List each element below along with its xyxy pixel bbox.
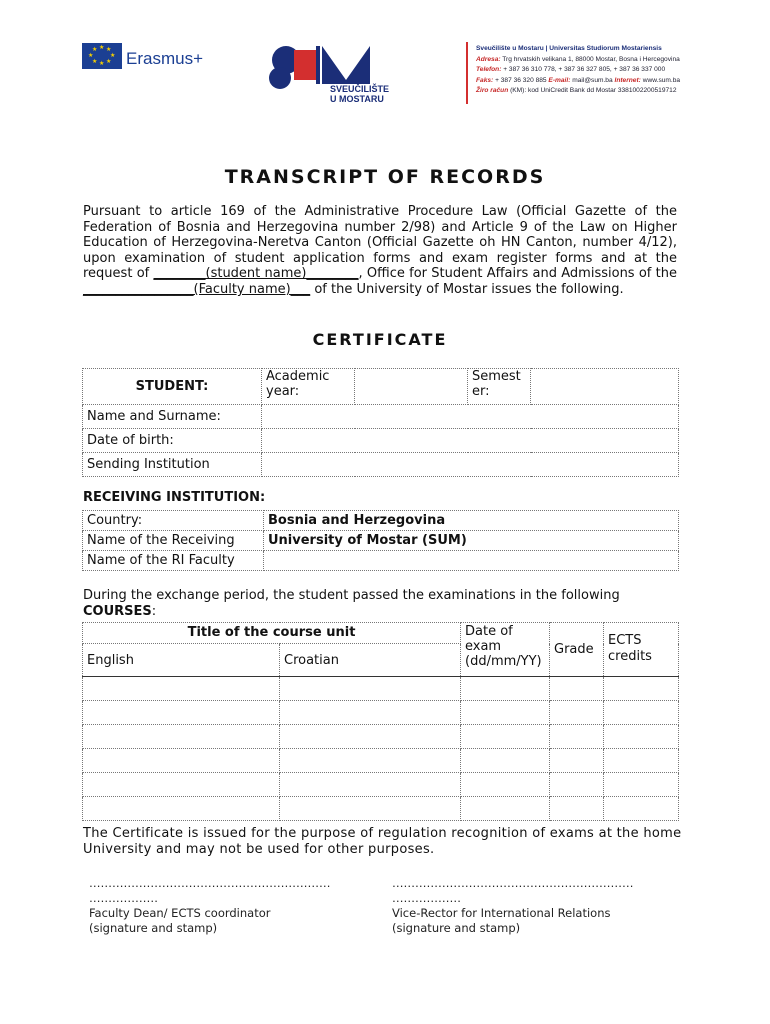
faculty-name-blank[interactable]: _________________(Faculty name)___: [83, 281, 311, 297]
table-row: [83, 773, 679, 797]
dob-field[interactable]: [262, 429, 679, 453]
courses-intro: During the exchange period, the student passed the examinations in the following COURSES:: [83, 588, 620, 619]
name-label: Name and Surname:: [83, 405, 262, 429]
student-table: [82, 368, 679, 477]
grade-header: Grade: [550, 623, 604, 677]
ri-label: Name of the Receiving: [87, 533, 235, 548]
ri-faculty-field[interactable]: [264, 551, 679, 571]
contact-block: Sveučilište u Mostaru | Universitas Studiorum Mostariensis Adresa: Trg hrvatskih velikana 1, 88000 Mostar, Bosna i Hercegovina Telefon: + 387 36 310 778, + 387 36 327 805, + 387 36 337 000 Faks: + 387 36 320 885 E-mail: mail@sum.ba Internet: www.sum.ba Žiro račun (KM): kod UniCredit Bank dd Mostar 3381002200519712: [476, 45, 681, 94]
academic-year-field[interactable]: [355, 369, 468, 405]
receiving-label: RECEIVING INSTITUTION:: [83, 490, 266, 505]
certificate-note: The Certificate is issued for the purpose of regulation recognition of exams at the home University and may not be used for other purposes.: [83, 826, 682, 857]
dob-label: Date of birth:: [83, 429, 262, 453]
receiving-table: [82, 510, 679, 571]
eu-flag-icon: ★ ★ ★ ★ ★ ★ ★ ★: [82, 43, 122, 69]
university-logo-caption: SVEUČILIŠTE U MOSTARU: [330, 84, 390, 104]
country-label: Country:: [83, 511, 264, 531]
course-title-header: Title of the course unit: [83, 623, 461, 644]
courses-table: [82, 622, 679, 821]
english-header: English: [83, 644, 280, 677]
ri-value: University of Mostar (SUM): [264, 531, 679, 551]
semester-label: Semest er:: [468, 369, 531, 405]
name-field[interactable]: [262, 405, 679, 429]
student-label: STUDENT:: [83, 369, 262, 405]
table-row: [83, 725, 679, 749]
signature-left[interactable]: ……………………………………………………… ……………… Faculty Dean/ ECTS coordinator (signature and stamp): [89, 876, 331, 935]
erasmus-logo-text: Erasmus+: [126, 49, 203, 68]
signature-right[interactable]: ……………………………………………………… ……………… Vice-Rector for International Relations (signature and stamp): [392, 876, 634, 935]
document-title: TRANSCRIPT OF RECORDS: [224, 166, 546, 188]
croatian-header: Croatian: [280, 644, 461, 677]
table-row: [83, 797, 679, 821]
certificate-heading: CERTIFICATE: [312, 330, 448, 349]
country-value: Bosnia and Herzegovina: [264, 511, 679, 531]
table-row: [83, 677, 679, 701]
intro-paragraph: Pursuant to article 169 of the Administrative Procedure Law (Official Gazette of the Federation of Bosnia and Herzegovina number 2/98) and Article 9 of the Law on Higher Education of Herzegovina-Neretva Canton (Official Gazette oh HN Canton, number 4/12), upon examination of student application forms and exam register forms and at the request of ________(student name)________, Office for Student Affairs and Admissions of the _________________(Faculty name)___ of the University of Mostar issues the following.: [83, 204, 677, 297]
ri-faculty-label: Name of the RI Faculty: [83, 551, 264, 571]
table-row: [83, 749, 679, 773]
ects-header: ECTS credits: [604, 623, 679, 677]
header-divider: [466, 42, 468, 104]
table-row: [83, 701, 679, 725]
semester-field[interactable]: [531, 369, 679, 405]
date-header: Date of exam (dd/mm/YY): [465, 624, 542, 669]
sending-field[interactable]: [262, 453, 679, 477]
student-name-blank[interactable]: ________(student name)________: [153, 266, 359, 282]
academic-year-label: Academic year:: [262, 369, 355, 405]
sending-label: Sending Institution: [83, 453, 262, 477]
